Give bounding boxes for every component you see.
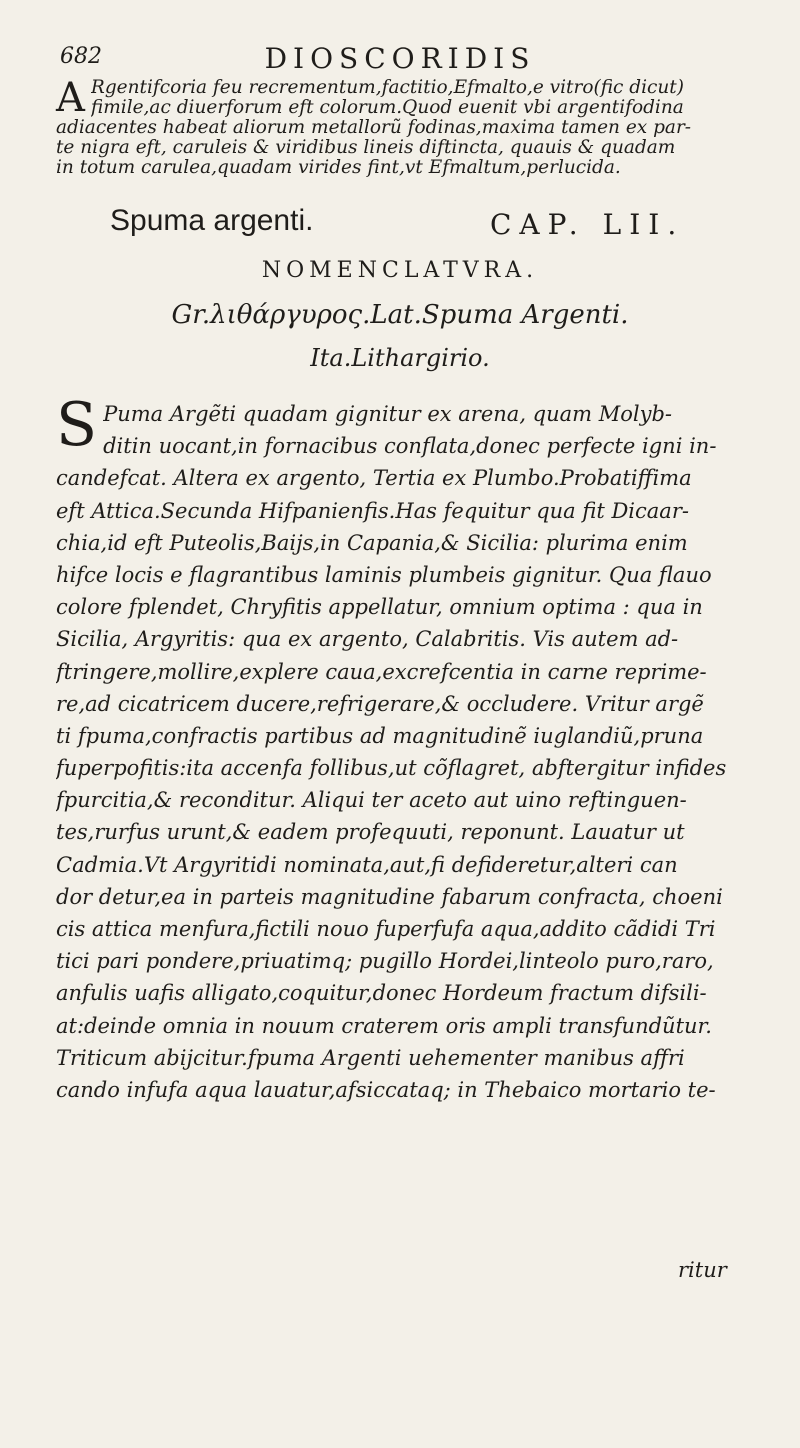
- chapter-title: Spuma argenti.: [110, 204, 314, 237]
- text-line: ditin uocant,in fornacibus conflata,donec perfecte igni in-: [103, 434, 717, 459]
- text-line: eft Attica.Secunda Hifpanienfis.Has fequitur qua fit Dicaar-: [56, 498, 689, 523]
- text-line: Rgentifcoria feu recrementum,factitio,Efmalto,e vitro(fic dicut): [90, 78, 684, 98]
- text-line: dor detur,ea in parteis magnitudine fabarum confracta, choeni: [56, 884, 723, 909]
- catchword: ritur: [678, 1258, 727, 1282]
- text-line: hifce locis e flagrantibus laminis plumbeis gignitur. Qua flauo: [56, 562, 712, 587]
- text-line: te nigra eft, caruleis & viridibus lineis diftincta, quauis & quadam: [56, 138, 676, 158]
- chapter-number: CAP. LII.: [490, 208, 685, 241]
- text-line: candefcat. Altera ex argento, Tertia ex Plumbo.Probatiffima: [56, 466, 692, 491]
- text-line: tici pari pondere,priuatimq; pugillo Hordei,linteolo puro,raro,: [56, 949, 714, 974]
- text-line: fpurcitia,& reconditur. Aliqui ter aceto aut uino reftinguen-: [56, 788, 687, 813]
- text-line: ti fpuma,confractis partibus ad magnitudinẽ iuglandiũ,pruna: [56, 723, 704, 748]
- text-line: ftringere,mollire,explere caua,excrefcentia in carne reprime-: [56, 659, 707, 684]
- running-head: [0, 38, 800, 78]
- drop-cap: A: [56, 75, 85, 121]
- nomenclatura-greek-latin: Gr.λιθάργυρος.Lat.Spuma Argenti.: [171, 300, 629, 330]
- text-line: Sicilia, Argyritis: qua ex argento, Calabritis. Vis autem ad-: [56, 627, 679, 652]
- nomenclatura-heading: NOMENCLATVRA.: [261, 258, 539, 283]
- text-line: in totum carulea,quadam virides fint,vt Efmaltum,perlucida.: [56, 158, 621, 178]
- text-line: at:deinde omnia in nouum craterem oris ampli transfundũtur.: [56, 1013, 712, 1038]
- text-line: fimile,ac diuerforum eft colorum.Quod euenit vbi argentifodina: [90, 98, 684, 118]
- text-line: colore fplendet, Chryfitis appellatur, omnium optima : qua in: [56, 595, 703, 620]
- text-line: Puma Argẽti quadam gignitur ex arena, quam Molyb-: [103, 402, 673, 426]
- text-line: re,ad cicatricem ducere,refrigerare,& occludere. Vritur argẽ: [56, 691, 704, 716]
- text-line: anfulis uafis alligato,coquitur,donec Hordeum fractum difsili-: [56, 981, 707, 1006]
- running-title: DIOSCORIDIS: [264, 42, 536, 75]
- text-line: fuperpofitis:ita accenfa follibus,ut cõflagret, abftergitur infides: [56, 756, 727, 781]
- text-line: adiacentes habeat aliorum metallorũ fodinas,maxima tamen ex par-: [56, 118, 692, 138]
- main-paragraph: [56, 390, 746, 1106]
- text-line: chia,id eft Puteolis,Baijs,in Capania,& Sicilia: plurima enim: [56, 530, 688, 555]
- nomenclatura-italian: Ita.Lithargirio.: [310, 344, 490, 372]
- text-line: Triticum abijcitur.fpuma Argenti uehementer manibus affri: [56, 1045, 685, 1070]
- text-line: tes,rurfus urunt,& eadem profequuti, reponunt. Lauatur ut: [56, 820, 685, 845]
- intro-paragraph: [56, 75, 746, 178]
- text-line: cis attica menfura,fictili nouo fuperfufa aqua,addito cãdidi Tri: [56, 917, 716, 941]
- text-line: cando infufa aqua lauatur,afsiccataq; in Thebaico mortario te-: [56, 1077, 716, 1102]
- drop-cap: S: [56, 390, 98, 460]
- chapter-heading: [0, 204, 800, 244]
- page-number: 682: [60, 44, 102, 69]
- text-line: Cadmia.Vt Argyritidi nominata,aut,fi defideretur,alteri can: [56, 852, 678, 877]
